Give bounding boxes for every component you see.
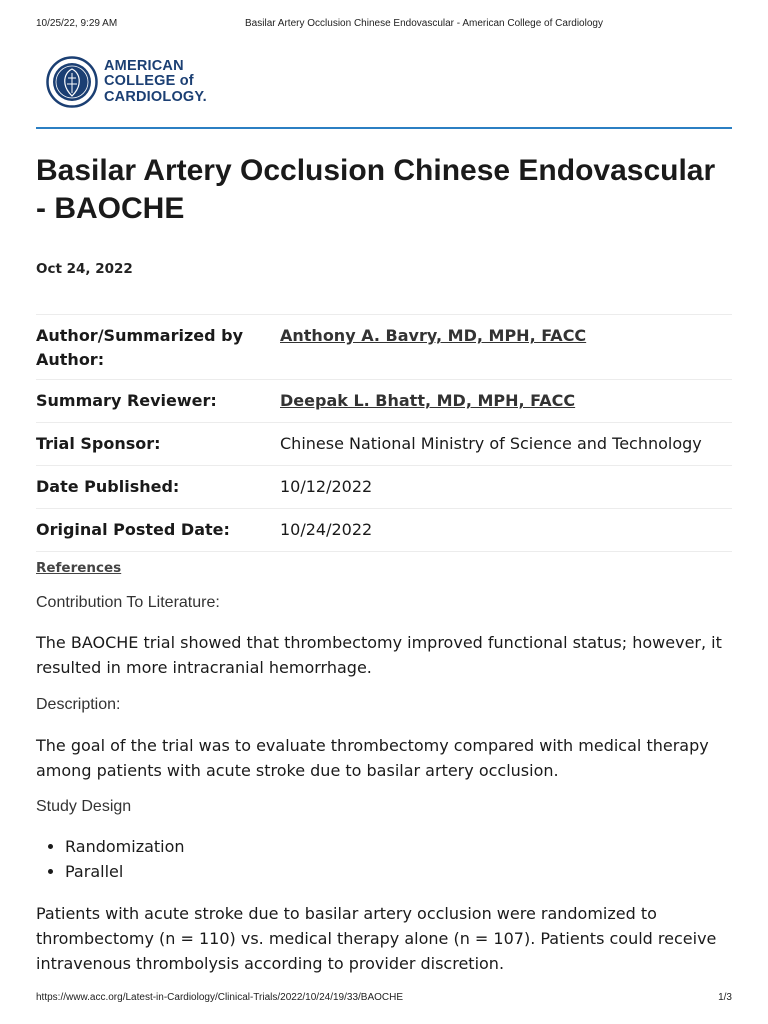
reviewer-link[interactable]: Deepak L. Bhatt, MD, MPH, FACC (280, 391, 576, 410)
contribution-heading: Contribution To Literature: (36, 594, 220, 611)
contribution-text: The BAOCHE trial showed that thrombectomy improved functional status; however, it resulted in more intracranial hemorrhage. (36, 633, 722, 677)
sponsor-value: Chinese National Ministry of Science and Technology (280, 434, 702, 453)
article-date: Oct 24, 2022 (36, 261, 133, 277)
design-text: Patients with acute stroke due to basilar artery occlusion were randomized to thrombectomy (n = 110) vs. medical therapy alone (n = 107). Patients could receive intravenous thrombolysis according to provider discretion. (36, 904, 717, 973)
meta-row-published (36, 466, 732, 509)
trial-metadata-table (36, 314, 732, 552)
description-text: The goal of the trial was to evaluate thrombectomy compared with medical therapy among patients with acute stroke due to basilar artery occlusion. (36, 736, 709, 780)
acc-seal-icon (46, 56, 98, 108)
design-list (36, 834, 732, 884)
header-divider (36, 127, 732, 129)
acc-logo[interactable] (46, 56, 207, 108)
print-page-title: Basilar Artery Occlusion Chinese Endovascular - American College of Cardiology (245, 18, 603, 29)
print-datetime: 10/25/22, 9:29 AM (36, 18, 118, 29)
list-item: • Randomization (65, 834, 732, 859)
posted-label: Original Posted Date: (36, 520, 230, 539)
logo-line-2: COLLEGE of (104, 73, 194, 90)
published-label: Date Published: (36, 477, 180, 496)
logo-line-1: AMERICAN (104, 57, 184, 74)
description-heading: Description: (36, 696, 121, 713)
print-url: https://www.acc.org/Latest-in-Cardiology/Clinical-Trials/2022/10/24/19/33/BAOCHE (36, 992, 404, 1003)
design-heading: Study Design (36, 798, 132, 815)
sponsor-label: Trial Sponsor: (36, 434, 161, 453)
meta-row-sponsor (36, 423, 732, 466)
print-footer (36, 992, 732, 1003)
logo-line-3: CARDIOLOGY. (104, 88, 207, 105)
author-label: Author/Summarized by Author: (36, 326, 244, 369)
list-item: • Parallel (65, 859, 732, 884)
published-value: 10/12/2022 (280, 477, 373, 496)
article-body (36, 592, 732, 976)
meta-row-posted (36, 509, 732, 552)
references-link[interactable]: References (36, 560, 122, 576)
reviewer-label: Summary Reviewer: (36, 391, 217, 410)
author-link[interactable]: Anthony A. Bavry, MD, MPH, FACC (280, 326, 587, 345)
logo-wordmark (104, 59, 207, 106)
posted-value: 10/24/2022 (280, 520, 373, 539)
page-title: Basilar Artery Occlusion Chinese Endovascular - BAOCHE (36, 154, 716, 225)
meta-row-reviewer (36, 380, 732, 423)
print-page-number: 1/3 (718, 992, 732, 1003)
meta-row-author (36, 315, 732, 380)
